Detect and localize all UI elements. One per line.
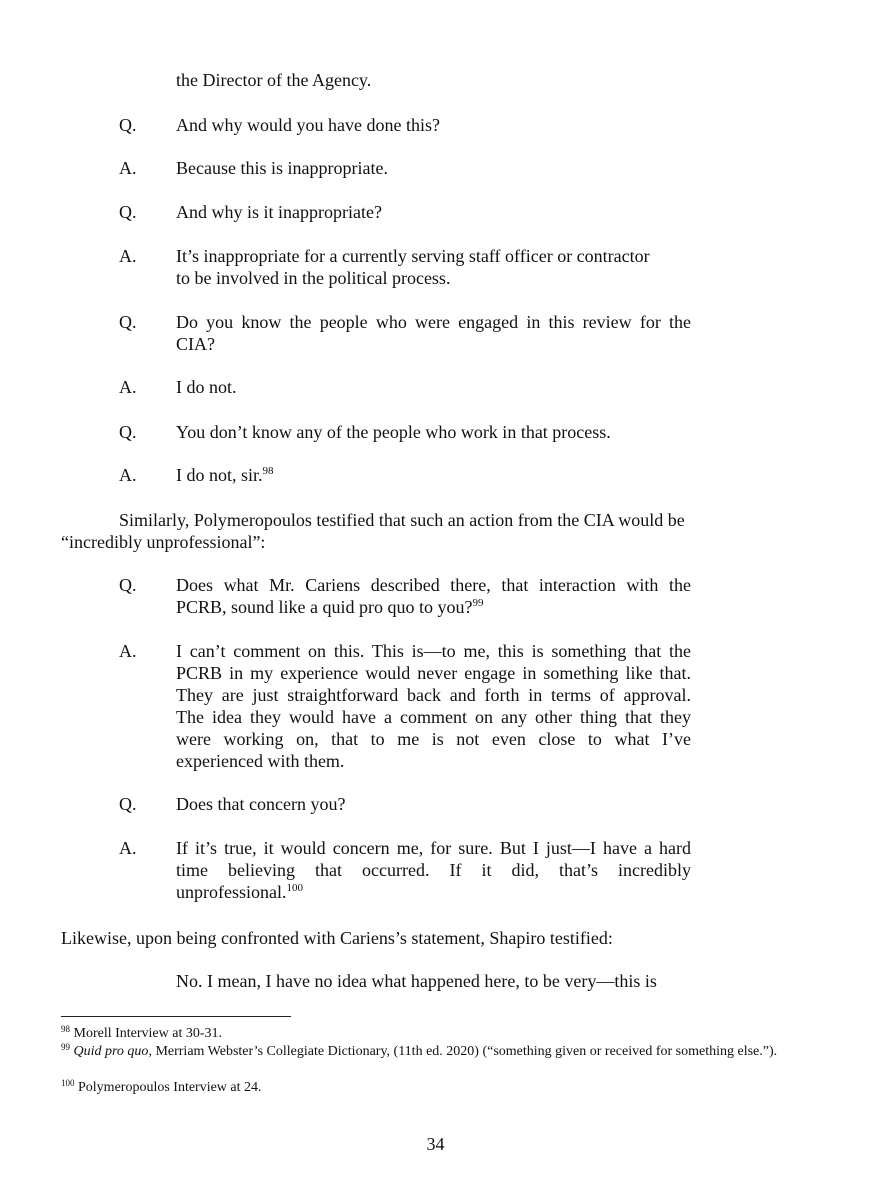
qa-text — [176, 245, 691, 289]
qa-line: Because this is inappropriate. — [176, 158, 388, 178]
qa-text — [176, 201, 691, 223]
qa-line: time believing that occurred. If it did, that’s incredibly — [176, 860, 691, 880]
qa-label: A. — [119, 465, 137, 485]
footnote-100 — [61, 1079, 791, 1097]
qa-line: It’s inappropriate for a currently serving staff officer or contractor — [176, 246, 650, 266]
qa-line: And why would you have done this? — [176, 115, 440, 135]
qa-label: Q. — [119, 794, 137, 814]
qa-text — [176, 114, 691, 136]
qa-line: The idea they would have a comment on any other thing that they — [176, 707, 691, 727]
qa-line: experienced with them. — [176, 751, 345, 771]
qa-label: Q. — [119, 202, 137, 222]
qa-text — [176, 421, 691, 443]
qa-line: Does that concern you? — [176, 794, 346, 814]
qa-line: PCRB in my experience would never engage in something like that. — [176, 663, 691, 683]
qa-line — [176, 464, 691, 489]
footnote-text: , Merriam Webster’s Collegiate Dictionary, (11th ed. 2020) (“something given or received for something else.”). — [148, 1044, 778, 1059]
qa-text — [176, 640, 691, 772]
footnote-number: 98 — [61, 1024, 70, 1034]
qa-label: A. — [119, 377, 137, 397]
footnote-ref[interactable]: 100 — [286, 882, 303, 894]
qa-line: I do not. — [176, 377, 237, 397]
qa-label: A. — [119, 641, 137, 661]
qa-line: were working on, that to me is not even close to what I’ve — [176, 729, 691, 749]
paragraph-line: Similarly, Polymeropoulos testified that such an action from the CIA would be — [119, 510, 685, 530]
qa-text — [176, 311, 691, 355]
footnote-text: Morell Interview at 30-31. — [73, 1026, 223, 1041]
qa-label: A. — [119, 838, 137, 858]
qa-label: Q. — [119, 312, 137, 332]
qa-label: Q. — [119, 115, 137, 135]
qa-line-text: PCRB, sound like a quid pro quo to you? — [176, 597, 473, 617]
qa-text — [176, 793, 691, 815]
qa-label: A. — [119, 246, 137, 266]
qa-text — [176, 837, 691, 906]
qa-label: Q. — [119, 575, 137, 595]
qa-line-text: I do not, sir. — [176, 465, 263, 485]
qa-line: CIA? — [176, 334, 215, 354]
block-quote-line: No. I mean, I have no idea what happened here, to be very—this is — [176, 971, 657, 991]
qa-text — [176, 376, 691, 398]
footnote-divider — [61, 1016, 291, 1017]
footnote-number: 100 — [61, 1078, 75, 1088]
qa-line — [176, 596, 691, 621]
qa-text — [176, 157, 691, 179]
paragraph-line: “incredibly unprofessional”: — [61, 532, 266, 552]
qa-text — [176, 464, 691, 489]
qa-line: They are just straightforward back and forth in terms of approval. — [176, 685, 691, 705]
qa-line: I can’t comment on this. This is—to me, this is something that the — [176, 641, 691, 661]
footnote-number: 99 — [61, 1042, 70, 1052]
qa-label: Q. — [119, 422, 137, 442]
qa-line: If it’s true, it would concern me, for sure. But I just—I have a hard — [176, 838, 691, 858]
qa-line: You don’t know any of the people who work in that process. — [176, 422, 611, 442]
qa-line: Do you know the people who were engaged in this review for the — [176, 312, 691, 332]
footnote-italic-term: Quid pro quo — [73, 1044, 149, 1059]
qa-line: And why is it inappropriate? — [176, 202, 382, 222]
footnote-99 — [61, 1043, 791, 1061]
footnote-ref[interactable]: 98 — [262, 465, 274, 477]
qa-line — [176, 881, 691, 906]
footnote-ref[interactable]: 99 — [472, 597, 484, 609]
qa-line-text: unprofessional. — [176, 882, 287, 902]
continuation-line: the Director of the Agency. — [176, 70, 372, 90]
qa-line: Does what Mr. Cariens described there, that interaction with the — [176, 575, 691, 595]
footnote-98 — [61, 1025, 791, 1043]
paragraph-line: Likewise, upon being confronted with Cariens’s statement, Shapiro testified: — [61, 928, 613, 948]
page-number: 34 — [426, 1134, 445, 1154]
qa-label: A. — [119, 158, 137, 178]
qa-line: to be involved in the political process. — [176, 268, 451, 288]
qa-text — [176, 574, 691, 621]
footnote-text: Polymeropoulos Interview at 24. — [78, 1080, 262, 1095]
